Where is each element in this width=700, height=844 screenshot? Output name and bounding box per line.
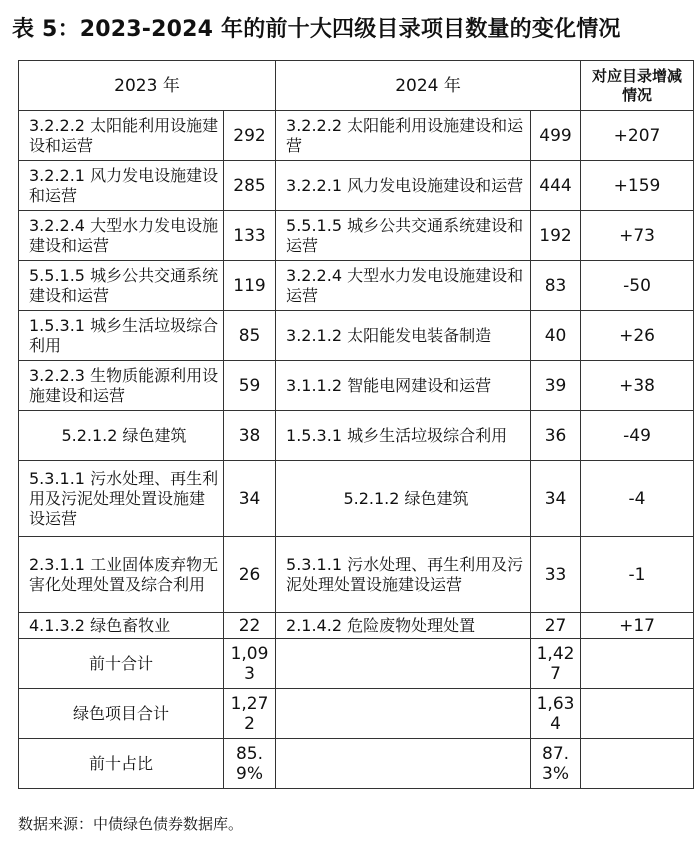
count-2023: 22 — [224, 613, 276, 639]
summary-2024: 1,427 — [531, 639, 581, 689]
summary-empty — [581, 639, 694, 689]
header-row — [19, 61, 694, 111]
summary-2023: 1,272 — [224, 689, 276, 739]
name-2024: 3.1.1.2 智能电网建设和运营 — [276, 361, 531, 411]
count-2023: 133 — [224, 211, 276, 261]
summary-label: 绿色项目合计 — [19, 689, 224, 739]
name-2024: 5.2.1.2 绿色建筑 — [276, 461, 531, 537]
name-2024: 1.5.3.1 城乡生活垃圾综合利用 — [276, 411, 531, 461]
summary-empty — [276, 639, 531, 689]
table-row — [19, 311, 694, 361]
summary-empty — [276, 689, 531, 739]
count-2023: 59 — [224, 361, 276, 411]
summary-2023: 1,093 — [224, 639, 276, 689]
table-row — [19, 537, 694, 613]
table-row — [19, 361, 694, 411]
header-change: 对应目录增减情况 — [581, 61, 694, 111]
count-2024: 27 — [531, 613, 581, 639]
table-title: 表 5：2023-2024 年的前十大四级目录项目数量的变化情况 — [12, 17, 621, 42]
change-value: +73 — [581, 211, 694, 261]
name-2023: 4.1.3.2 绿色畜牧业 — [19, 613, 224, 639]
header-2023: 2023 年 — [19, 61, 276, 111]
summary-empty — [581, 689, 694, 739]
table-body — [19, 111, 694, 789]
count-2023: 26 — [224, 537, 276, 613]
name-2023: 5.5.1.5 城乡公共交通系统建设和运营 — [19, 261, 224, 311]
table-row — [19, 261, 694, 311]
name-2023: 1.5.3.1 城乡生活垃圾综合利用 — [19, 311, 224, 361]
count-2023: 292 — [224, 111, 276, 161]
name-2024: 3.2.2.1 风力发电设施建设和运营 — [276, 161, 531, 211]
change-value: +38 — [581, 361, 694, 411]
summary-2024: 87.3% — [531, 739, 581, 789]
name-2023: 5.2.1.2 绿色建筑 — [19, 411, 224, 461]
count-2024: 444 — [531, 161, 581, 211]
summary-2024: 1,634 — [531, 689, 581, 739]
name-2023: 2.3.1.1 工业固体废弃物无害化处理处置及综合利用 — [19, 537, 224, 613]
count-2024: 39 — [531, 361, 581, 411]
count-2024: 83 — [531, 261, 581, 311]
change-value: +159 — [581, 161, 694, 211]
summary-2023: 85.9% — [224, 739, 276, 789]
change-value: -1 — [581, 537, 694, 613]
name-2024: 3.2.2.2 太阳能利用设施建设和运营 — [276, 111, 531, 161]
name-2024: 5.3.1.1 污水处理、再生利用及污泥处理处置设施建设运营 — [276, 537, 531, 613]
name-2023: 5.3.1.1 污水处理、再生利用及污泥处理处置设施建设运营 — [19, 461, 224, 537]
count-2023: 34 — [224, 461, 276, 537]
count-2024: 34 — [531, 461, 581, 537]
name-2024: 2.1.4.2 危险废物处理处置 — [276, 613, 531, 639]
table-row — [19, 161, 694, 211]
data-source-note: 数据来源：中债绿色债券数据库。 — [18, 815, 244, 833]
count-2024: 33 — [531, 537, 581, 613]
name-2024: 3.2.2.4 大型水力发电设施建设和运营 — [276, 261, 531, 311]
table-row — [19, 411, 694, 461]
project-count-table — [18, 60, 694, 789]
summary-row — [19, 689, 694, 739]
count-2023: 119 — [224, 261, 276, 311]
count-2023: 38 — [224, 411, 276, 461]
table-row — [19, 211, 694, 261]
change-value: -50 — [581, 261, 694, 311]
count-2024: 192 — [531, 211, 581, 261]
change-value: +17 — [581, 613, 694, 639]
count-2023: 285 — [224, 161, 276, 211]
name-2023: 3.2.2.1 风力发电设施建设和运营 — [19, 161, 224, 211]
count-2024: 40 — [531, 311, 581, 361]
count-2024: 499 — [531, 111, 581, 161]
table-row — [19, 461, 694, 537]
summary-empty — [276, 739, 531, 789]
summary-label: 前十占比 — [19, 739, 224, 789]
name-2023: 3.2.2.4 大型水力发电设施建设和运营 — [19, 211, 224, 261]
name-2023: 3.2.2.3 生物质能源利用设施建设和运营 — [19, 361, 224, 411]
table-row — [19, 613, 694, 639]
summary-label: 前十合计 — [19, 639, 224, 689]
count-2023: 85 — [224, 311, 276, 361]
summary-empty — [581, 739, 694, 789]
count-2024: 36 — [531, 411, 581, 461]
change-value: +207 — [581, 111, 694, 161]
name-2024: 5.5.1.5 城乡公共交通系统建设和运营 — [276, 211, 531, 261]
change-value: -4 — [581, 461, 694, 537]
header-2024: 2024 年 — [276, 61, 581, 111]
summary-row — [19, 739, 694, 789]
name-2023: 3.2.2.2 太阳能利用设施建设和运营 — [19, 111, 224, 161]
name-2024: 3.2.1.2 太阳能发电装备制造 — [276, 311, 531, 361]
change-value: +26 — [581, 311, 694, 361]
table-row — [19, 111, 694, 161]
change-value: -49 — [581, 411, 694, 461]
summary-row — [19, 639, 694, 689]
